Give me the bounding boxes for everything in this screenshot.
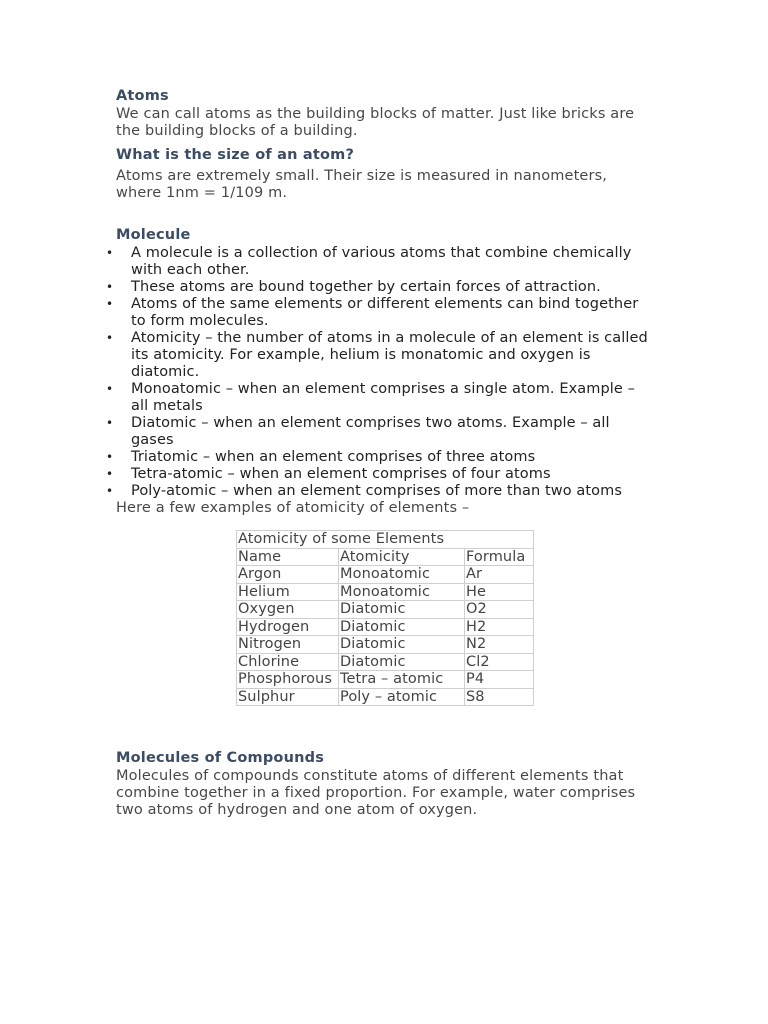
list-item: [106, 466, 656, 483]
list-item-text: Monoatomic – when an element comprises a single atom. Example – all metals: [131, 381, 636, 414]
examples-intro: Here a few examples of atomicity of elements –: [116, 500, 470, 516]
table-cell: Chlorine: [237, 653, 339, 671]
list-item: [106, 245, 656, 279]
table-cell: N2: [465, 636, 534, 654]
table-cell: Diatomic: [339, 618, 465, 636]
table-cell: Helium: [237, 583, 339, 601]
table-row: [237, 688, 534, 706]
table-cell: Nitrogen: [237, 636, 339, 654]
table-cell: O2: [465, 601, 534, 619]
atoms-paragraph: We can call atoms as the building blocks of matter. Just like bricks are the building blocks of a building.: [116, 106, 635, 139]
table-cell: Monoatomic: [339, 566, 465, 584]
compounds-section: [116, 748, 656, 819]
bullet-icon: •: [106, 484, 114, 498]
table-cell: Poly – atomic: [339, 688, 465, 706]
bullet-icon: •: [106, 280, 114, 294]
bullet-icon: •: [106, 467, 114, 481]
compounds-heading: Molecules of Compounds: [116, 750, 325, 766]
bullet-icon: •: [106, 297, 114, 311]
atomicity-table: [236, 530, 534, 706]
molecule-heading: Molecule: [116, 227, 191, 243]
table-row: [237, 601, 534, 619]
list-item-text: Tetra-atomic – when an element comprises of four atoms: [131, 466, 551, 482]
table-cell: Diatomic: [339, 636, 465, 654]
list-item-text: These atoms are bound together by certain forces of attraction.: [131, 279, 601, 295]
list-item-text: Poly-atomic – when an element comprises of more than two atoms: [131, 483, 623, 499]
bullet-icon: •: [106, 246, 114, 260]
list-item-text: Atomicity – the number of atoms in a molecule of an element is called its atomicity. For example, helium is monatomic and oxygen is diatomic.: [131, 330, 648, 380]
list-item: [106, 449, 656, 466]
table-cell: He: [465, 583, 534, 601]
bullet-icon: •: [106, 382, 114, 396]
table-row: [237, 653, 534, 671]
column-header-name: Name: [237, 548, 339, 566]
list-item: [106, 483, 656, 500]
table-cell: Diatomic: [339, 601, 465, 619]
molecule-bullet-list: [106, 245, 656, 500]
table-cell: Phosphorous: [237, 671, 339, 689]
table-cell: Cl2: [465, 653, 534, 671]
column-header-formula: Formula: [465, 548, 534, 566]
list-item-text: Diatomic – when an element comprises two atoms. Example – all gases: [131, 415, 610, 448]
table-cell: Ar: [465, 566, 534, 584]
table-caption: Atomicity of some Elements: [237, 531, 534, 549]
table-cell: Argon: [237, 566, 339, 584]
list-item-text: Atoms of the same elements or different elements can bind together to form molecules.: [131, 296, 639, 329]
table-cell: S8: [465, 688, 534, 706]
compounds-paragraph: Molecules of compounds constitute atoms of different elements that combine together in a fixed proportion. For example, water comprises two atoms of hydrogen and one atom of oxygen.: [116, 768, 636, 818]
list-item-text: A molecule is a collection of various atoms that combine chemically with each other.: [131, 245, 632, 278]
table-row: [237, 618, 534, 636]
atoms-heading: Atoms: [116, 88, 169, 104]
atom-size-paragraph: Atoms are extremely small. Their size is measured in nanometers, where 1nm = 1/109 m.: [116, 168, 608, 201]
list-item: [106, 330, 656, 381]
table-cell: Sulphur: [237, 688, 339, 706]
list-item: [106, 279, 656, 296]
table-cell: Diatomic: [339, 653, 465, 671]
list-item: [106, 296, 656, 330]
table-cell: Oxygen: [237, 601, 339, 619]
table-cell: H2: [465, 618, 534, 636]
table-row: [237, 636, 534, 654]
bullet-icon: •: [106, 416, 114, 430]
table-header-row: [237, 548, 534, 566]
atom-size-heading: What is the size of an atom?: [116, 147, 355, 163]
table-caption-row: [237, 531, 534, 549]
list-item-text: Triatomic – when an element comprises of three atoms: [131, 449, 536, 465]
column-header-atomicity: Atomicity: [339, 548, 465, 566]
table-cell: Monoatomic: [339, 583, 465, 601]
list-item: [106, 381, 656, 415]
table-cell: Hydrogen: [237, 618, 339, 636]
bullet-icon: •: [106, 331, 114, 345]
table-row: [237, 566, 534, 584]
table-cell: P4: [465, 671, 534, 689]
table-row: [237, 671, 534, 689]
table-cell: Tetra – atomic: [339, 671, 465, 689]
list-item: [106, 415, 656, 449]
main-content: [106, 86, 656, 517]
bullet-icon: •: [106, 450, 114, 464]
table-row: [237, 583, 534, 601]
